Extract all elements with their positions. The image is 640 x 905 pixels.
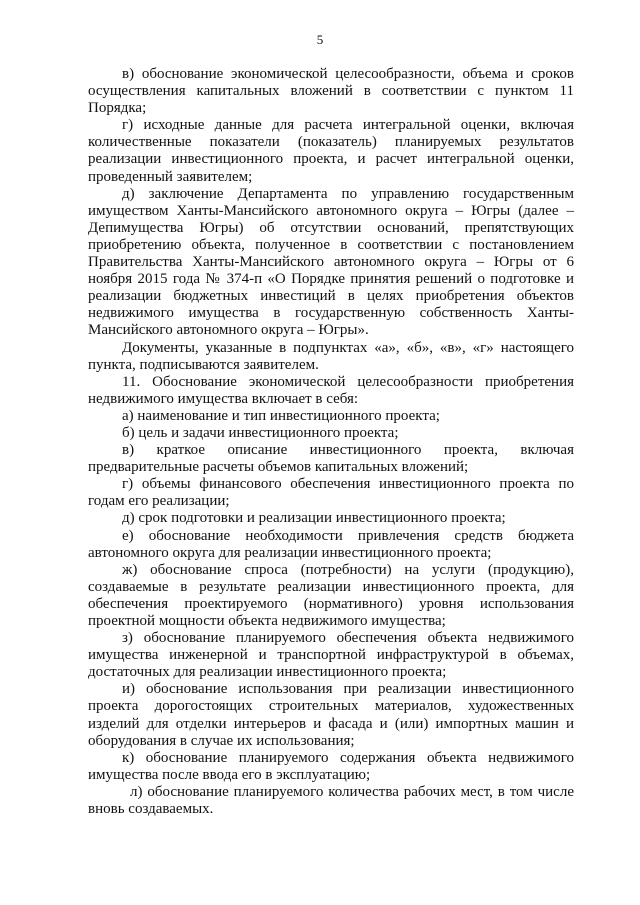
list-item-d: д) срок подготовки и реализации инвестиционного проекта; bbox=[122, 510, 506, 527]
document-body bbox=[88, 66, 574, 818]
list-item-zh: ж) обоснование спроса (потребности) на услуги (продукцию), создаваемые в результате реализации инвестиционного проекта, для обеспечения проектируемого (нормативного) уровня использования проектной мощности объекта недвижимого имущества; bbox=[88, 561, 574, 629]
list-item-b: б) цель и задачи инвестиционного проекта; bbox=[122, 424, 399, 441]
paragraph-item-d: д) заключение Департамента по управлению государственным имуществом Ханты-Мансийского автономного округа – Югры (далее – Депимущества Югры) об отсутствии оснований, препятствующих приобретению объекта, полученное в соответствии с постановлением Правительства Ханты-Мансийского автономного округа – Югры от 6 ноября 2015 года № 374-п «О Порядке принятия решений о подготовке и реализации бюджетных инвестиций в целях приобретения объектов недвижимого имущества в государственную собственность Ханты-Мансийского автономного округа – Югры». bbox=[88, 185, 574, 339]
paragraph-item-g: г) исходные данные для расчета интегральной оценки, включая количественные показатели (показатель) планируемых результатов реализации инвестиционного проекта, и расчет интегральной оценки, проведенный заявителем; bbox=[88, 117, 574, 185]
paragraph-point-11: 11. Обоснование экономической целесообразности приобретения недвижимого имущества включает в себя: bbox=[88, 373, 574, 407]
list-item-z: з) обоснование планируемого обеспечения объекта недвижимого имущества инженерной и транспортной инфраструктурой в объемах, достаточных для реализации инвестиционного проекта; bbox=[88, 630, 574, 681]
list-item-v: в) краткое описание инвестиционного проекта, включая предварительные расчеты объемов капитальных вложений; bbox=[88, 442, 574, 476]
paragraph-documents-signed: Документы, указанные в подпунктах «а», «б», «в», «г» настоящего пункта, подписываются заявителем. bbox=[88, 339, 574, 373]
list-item-k: к) обоснование планируемого содержания объекта недвижимого имущества после ввода его в эксплуатацию; bbox=[88, 749, 574, 783]
list-item-e: е) обоснование необходимости привлечения средств бюджета автономного округа для реализации инвестиционного проекта; bbox=[88, 527, 574, 561]
paragraph-item-v: в) обоснование экономической целесообразности, объема и сроков осуществления капитальных вложений в соответствии с пунктом 11 Порядка; bbox=[88, 66, 574, 117]
list-item-g: г) объемы финансового обеспечения инвестиционного проекта по годам его реализации; bbox=[88, 476, 574, 510]
list-item-l: л) обоснование планируемого количества рабочих мест, в том числе вновь создаваемых. bbox=[88, 783, 574, 818]
list-item-a: а) наименование и тип инвестиционного проекта; bbox=[122, 407, 440, 424]
list-item-i: и) обоснование использования при реализации инвестиционного проекта дорогостоящих строительных материалов, художественных изделий для отделки интерьеров и фасада и (или) импортных машин и оборудования в случае их использования; bbox=[88, 681, 574, 749]
page-number: 5 bbox=[316, 32, 324, 47]
